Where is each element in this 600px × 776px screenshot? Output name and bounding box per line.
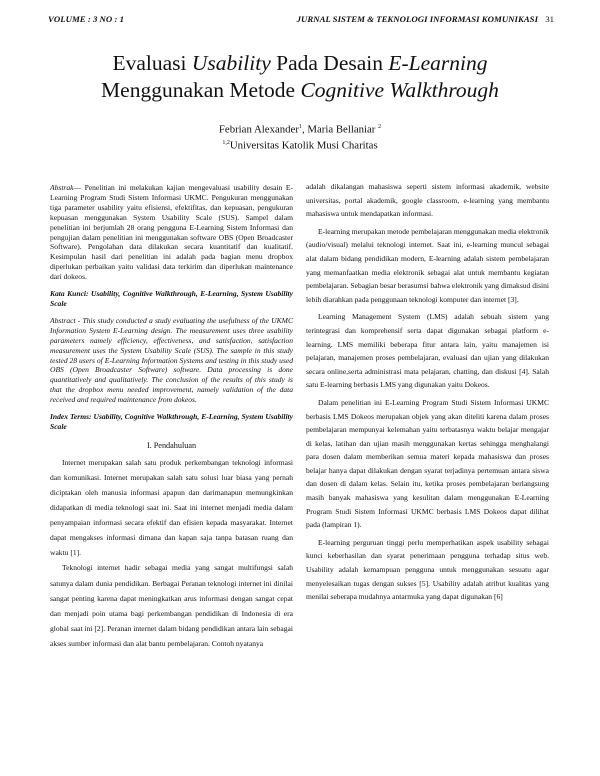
- section-heading: I. Pendahuluan: [146, 440, 197, 450]
- title-part: E-Learning: [388, 51, 488, 75]
- title-part: Menggunakan Metode: [101, 78, 301, 102]
- author-block: [40, 121, 560, 152]
- body-paragraph: Dalam penelitian ini E-Learning Program Studi Sistem Informasi UKMC berbasis LMS Dokeos merupakan objek yang akan diteliti karena dalam proses pembelajaran mempunyai kelemahan yaitu terbatasnya waktu belajar mengajar di kelas, latihan dan ujian masih menggunakan kertas sehingga menghalangi para dosen dalam memberikan semua materi kepada mahasiswa dan proses belajar hanya dapat dilakukan dengan syarat terjadinya pertemuan antara siswa dan dosen di dalam kelas. Selain itu, ketika proses pembelajaran berlangsung masih banyak mahasiswa yang kesulitan dalam menggunakan E-Learning Program Studi Sistem Informasi UKMC berbasis LMS Dokeos dapat dilihat pada (lampiran 1).: [306, 397, 549, 530]
- body-paragraph: adalah dikalangan mahasiswa seperti sistem informasi akademik, website universitas, portal akademik, google classroom, e-learning yang membantu mahasiswa untuk mendapatkan informasi.: [306, 182, 549, 219]
- volume-label: VOLUME : 3 NO : 1: [48, 14, 124, 24]
- kata-kunci: Kata Kunci: Usability, Cognitive Walkthrough, E-Learning, System Usability Scale: [50, 289, 293, 308]
- body-paragraph: Learning Management System (LMS) adalah sebuah sistem yang terintegrasi dan komprehensif serta dapat digunakan sebagai platform e-learning. LMS memiliki beberapa fitur antara lain, yaitu manajemen isi pelajaran, manajemen proses pembelajaran, evaluasi dan ujian yang dilakukan secara online,serta administrasi mata pelajaran, chatting, dan diskusi [4]. Salah satu E-learning berbasis LMS yang digunakan yaitu Dokeos.: [306, 312, 549, 390]
- paper-title: [40, 50, 560, 104]
- body-paragraph: Teknologi internet hadir sebagai media yang sangat multifungsi salah satunya dalam dunia pendidikan. Berbagai Peranan teknologi internet ini dinilai sangat penting karena dapat meningkatkan arus informasi dengan sangat cepat dan menjadi poin utama bagi perkembangan pendidikan di Indonesia di era global saat ini [2]. Peranan internet dalam bidang pendidikan antara lain sebagai akses sumber informasi dan alat bantu pembelajaran. Contoh nyatanya: [50, 563, 293, 648]
- title-part: Usability: [191, 51, 271, 75]
- body-paragraph: Internet merupakan salah satu produk perkembangan teknologi informasi dan komunikasi. Internet merupakan salah satu solusi luar biasa yang pernah diciptakan oleh manusia informasi apapun dan darimanapun memungkinkan didapatkan di media teknologi saat ini. Saat ini internet menjadi media dalam penyampaian informasi secara efektif dan efisien kepada masyarakat. Internet dapat mengakses informasi dimana dan kapan saja tanpa batasan ruang dan waktu [1].: [50, 457, 293, 558]
- left-column: [50, 183, 293, 651]
- running-header: [48, 14, 554, 26]
- abstrak-paragraph: Abstrak— Penelitian ini melakukan kajian mengevaluasi usability desain E-Learning Program Studi Sistem Informasi UKMC. Pengukuran menggunakan tiga parameter usability yaitu efisiensi, efektifitas, dan kepuasan, pengukuran kepuasan menggunakan System Usability Scale (SUS). Sampel dalam penelitian ini berjumlah 28 orang pengguna E-Learning Sistem Informasi dan pengujian dalam penelitian ini menggunakan software OBS (Open Broadcaster Software). Pengolahan data dilakukan secara kuantitatif dan kualitatif. Kesimpulan hasil dari penelitian ini adalah pada bagian menu dropbox diperlukan perbaikan yaitu validasi data terkirim dan diperlukan maintenance dari dokeos.: [50, 183, 293, 282]
- body-paragraph: E-learning perguruan tinggi perlu memperhatikan aspek usability sebagai kunci keberhasilan dan syarat penerimaan pengguna terhadap situs web. Usability adalah kemampuan pengguna untuk menggunakan sesuatu agar menyelesaikan tugas dengan sukses [5]. Usability adalah atribut kualitas yang menilai seberapa mudahnya antarmuka yang dapat digunakan [6]: [306, 537, 549, 602]
- body-paragraph: E-learning merupakan metode pembelajaran menggunakan media elektronik (audio/visual) melalui teknologi internet. Saat ini, e-learning muncul sebagai alat dalam bidang pendidikan modern, E-learning adalah sistem pembelajaran yang memanfaatkan media elektronik sebagai alat untuk membantu kegiatan pembelajaran. Sebagian besar berasumsi bahwa elektronik yang dimaksud disini lebih diarahkan pada penggunaan teknologi komputer dan internet [3].: [306, 226, 549, 304]
- abstract-paragraph: Abstract - This study conducted a study evaluating the usefulness of the UKMC Information System E-Learning design. The measurement uses three usability parameters namely efficiency, effectiveness, and satisfaction, satisfaction measurement uses the System Usability Scale (SUS). The sample in this study tested 28 users of E-Learning Information Systems and testing in this study used OBS (Open Broadcaster Software) software. Data processing is done quantitatively and qualitatively. The conclusion of the results of this study is that the dropbox menu needed improvement, namely validation of the data received and required maintenance from dokeos.: [50, 315, 293, 405]
- page-number: 31: [545, 14, 554, 24]
- abstrak-label: Abstrak: [50, 183, 74, 192]
- right-column: [306, 180, 549, 604]
- author-names: Febrian Alexander$^1$, Maria Bellaniar $^2$: [218, 123, 382, 136]
- affiliation: $^{1,2}$Universitas Katolik Musi Charitas: [222, 139, 378, 152]
- index-terms: Index Terms: Usability, Cognitive Walkthrough, E-Learning, System Usability Scale: [50, 412, 293, 431]
- journal-name: JURNAL SISTEM & TEKNOLOGI INFORMASI KOMUNIKASI: [296, 14, 538, 24]
- title-part: Pada Desain: [270, 51, 389, 75]
- title-part: Evaluasi: [112, 51, 192, 75]
- title-part: Cognitive Walkthrough: [300, 78, 499, 102]
